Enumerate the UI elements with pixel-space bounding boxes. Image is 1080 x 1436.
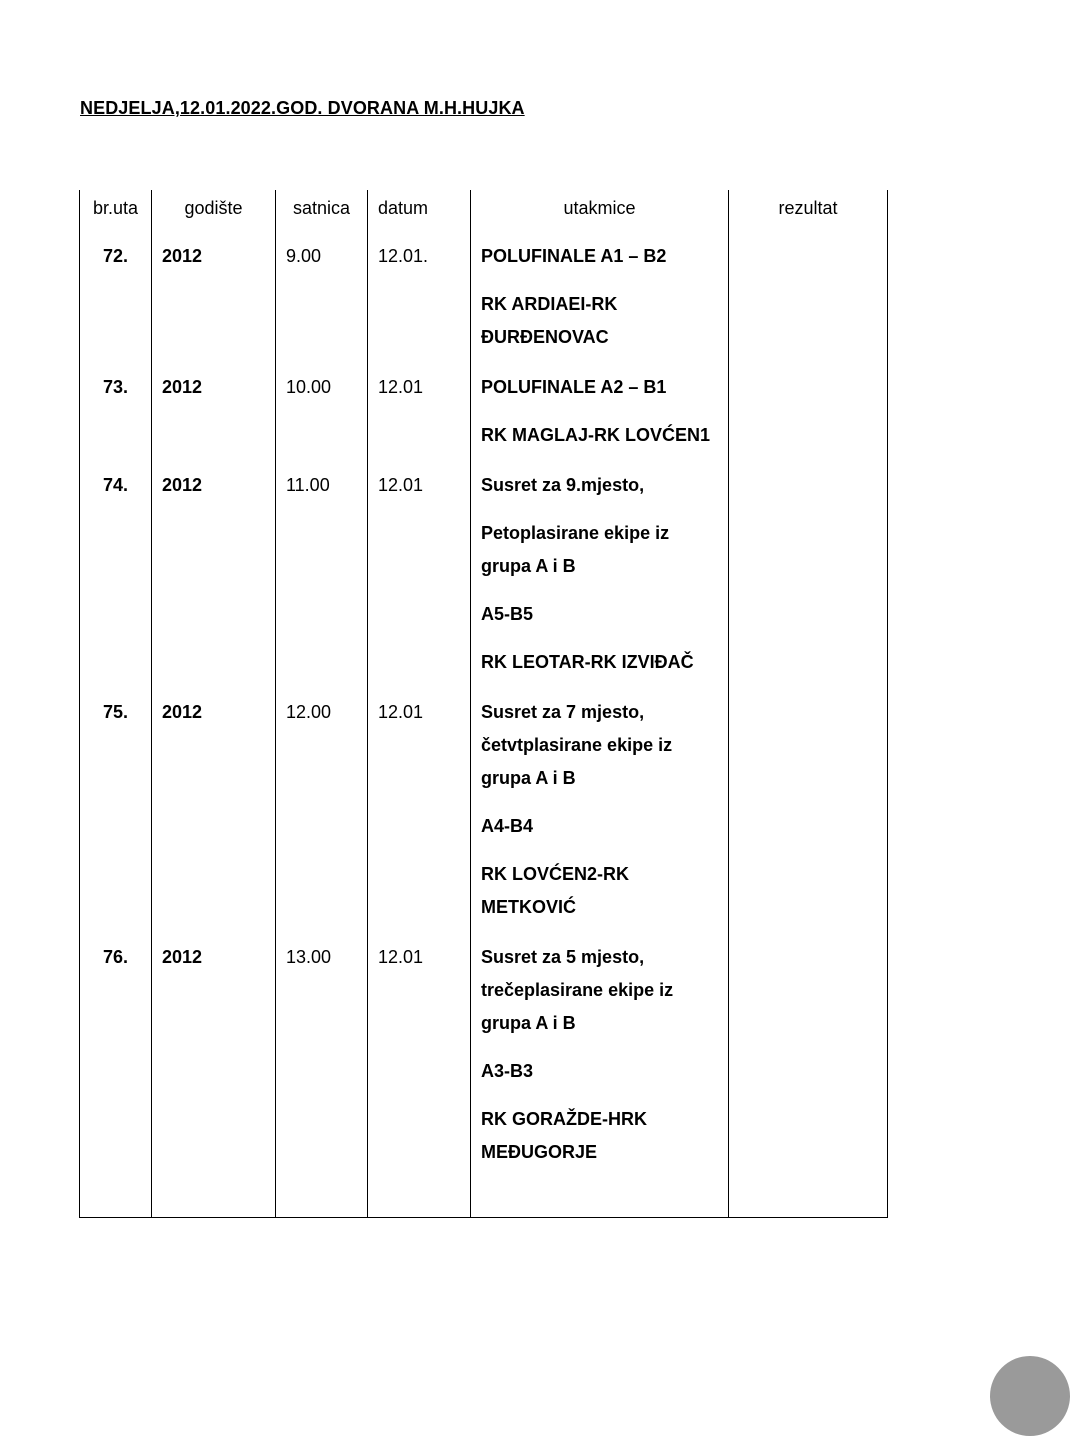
match-line: A3-B3: [481, 1061, 534, 1081]
header-rezultat: rezultat: [729, 190, 888, 238]
match-number: 75.: [80, 694, 152, 939]
match-line: POLUFINALE A1 – B2: [481, 246, 667, 266]
match-time: 10.00: [276, 369, 368, 467]
header-utakmice: utakmice: [471, 190, 729, 238]
match-description: [471, 939, 729, 1218]
match-line: RK ARDIAEI-RK ĐURĐENOVAC: [481, 294, 618, 347]
match-description: [471, 694, 729, 939]
match-year: 2012: [152, 369, 276, 467]
match-year: 2012: [152, 939, 276, 1218]
table-row: [80, 467, 888, 694]
match-date: 12.01: [368, 694, 471, 939]
match-time: 12.00: [276, 694, 368, 939]
match-year: 2012: [152, 467, 276, 694]
match-time: 9.00: [276, 238, 368, 369]
match-line: RK GORAŽDE-HRK MEĐUGORJE: [481, 1109, 647, 1162]
match-year: 2012: [152, 238, 276, 369]
header-godiste: godište: [152, 190, 276, 238]
match-description: [471, 467, 729, 694]
match-number: 73.: [80, 369, 152, 467]
match-date: 12.01: [368, 369, 471, 467]
table-row: [80, 238, 888, 369]
table-header-row: [80, 190, 888, 238]
match-date: 12.01.: [368, 238, 471, 369]
match-line: Susret za 5 mjesto, trečeplasirane ekipe iz grupa A i B: [481, 947, 674, 1033]
table-row: [80, 369, 888, 467]
match-line: Petoplasirane ekipe iz grupa A i B: [481, 523, 670, 576]
match-description: [471, 369, 729, 467]
match-number: 74.: [80, 467, 152, 694]
match-result: [729, 939, 888, 1218]
match-line: A4-B4: [481, 816, 534, 836]
match-description: [471, 238, 729, 369]
match-line: A5-B5: [481, 604, 534, 624]
page-corner-button[interactable]: [990, 1356, 1070, 1436]
match-time: 13.00: [276, 939, 368, 1218]
header-br-uta: br.uta: [80, 190, 152, 238]
header-satnica: satnica: [276, 190, 368, 238]
match-date: 12.01: [368, 939, 471, 1218]
match-year: 2012: [152, 694, 276, 939]
schedule-table: [79, 190, 888, 1218]
match-result: [729, 467, 888, 694]
match-line: POLUFINALE A2 – B1: [481, 377, 667, 397]
match-line: Susret za 7 mjesto, četvtplasirane ekipe iz grupa A i B: [481, 702, 673, 788]
match-line: Susret za 9.mjesto,: [481, 475, 645, 495]
match-number: 72.: [80, 238, 152, 369]
match-number: 76.: [80, 939, 152, 1218]
match-time: 11.00: [276, 467, 368, 694]
match-line: RK LEOTAR-RK IZVIĐAČ: [481, 652, 694, 672]
match-result: [729, 238, 888, 369]
match-line: RK LOVĆEN2-RK METKOVIĆ: [481, 864, 630, 917]
match-date: 12.01: [368, 467, 471, 694]
page-title: NEDJELJA,12.01.2022.GOD. DVORANA M.H.HUJKA: [80, 98, 525, 118]
table-row: [80, 694, 888, 939]
match-line: RK MAGLAJ-RK LOVĆEN1: [481, 425, 711, 445]
match-result: [729, 369, 888, 467]
header-datum: datum: [368, 190, 471, 238]
table-row: [80, 939, 888, 1218]
match-result: [729, 694, 888, 939]
